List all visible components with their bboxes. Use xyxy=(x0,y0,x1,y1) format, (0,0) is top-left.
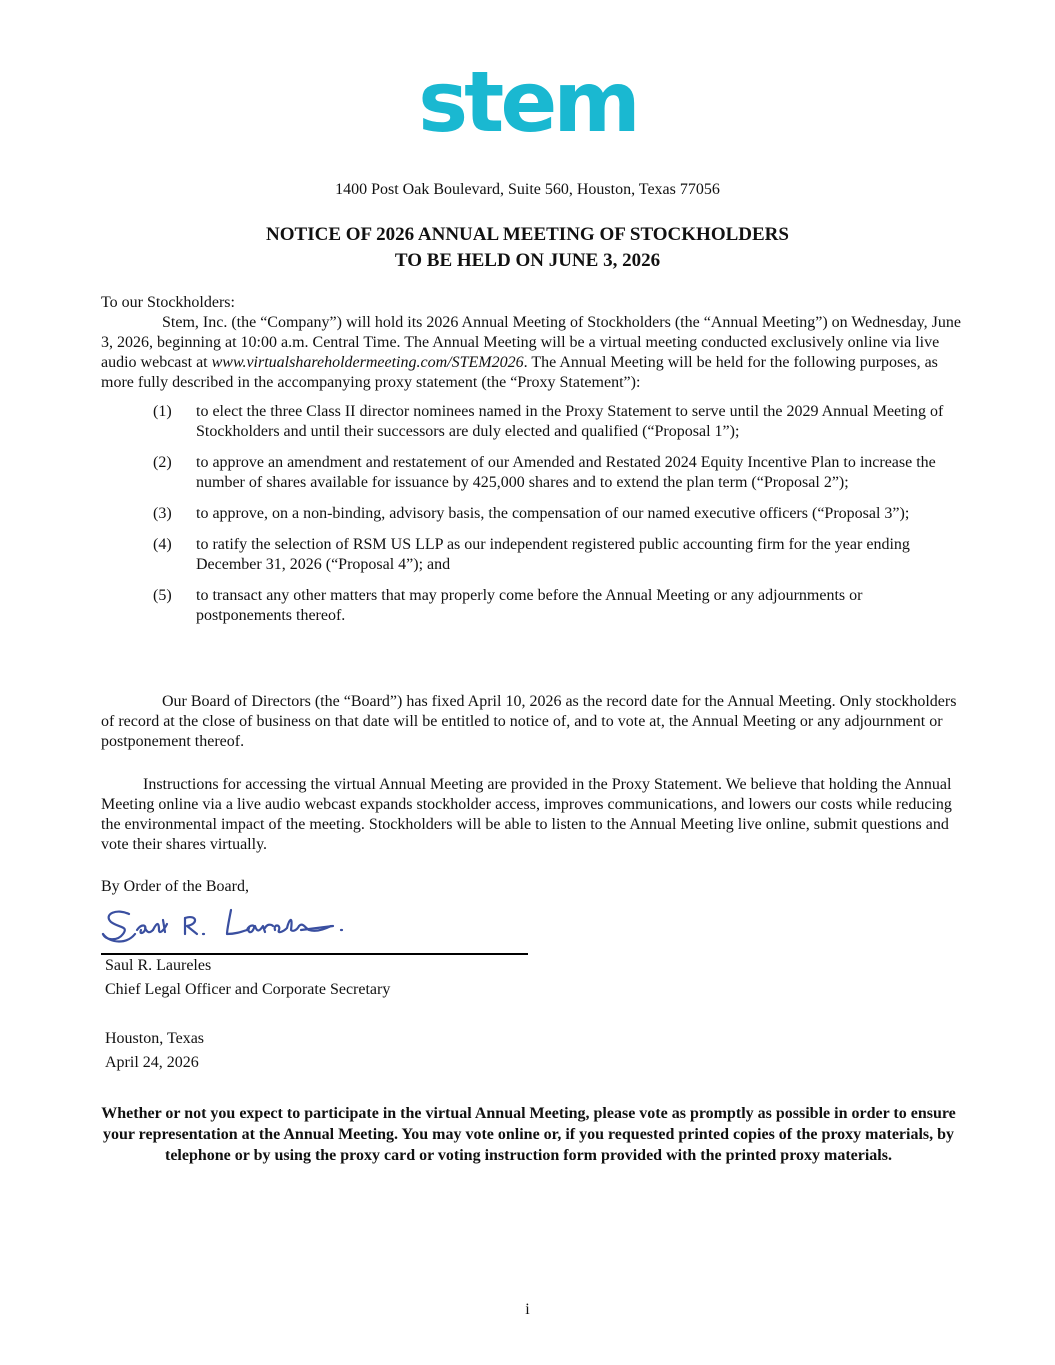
purpose-text: to elect the three Class II director nominees named in the Proxy Statement to serve until the 2029 Annual Meeting of Stockholders and until their successors are duly elected and qualified (“Proposal 1”); xyxy=(196,403,944,440)
company-address: 1400 Post Oak Boulevard, Suite 560, Houston, Texas 77056 xyxy=(335,181,720,198)
greeting: To our Stockholders: xyxy=(101,294,235,311)
purposes-list xyxy=(101,402,961,637)
intro-paragraph xyxy=(101,313,961,393)
signature-image xyxy=(101,900,361,956)
purpose-item xyxy=(101,535,961,575)
record-date-paragraph: Our Board of Directors (the “Board”) has fixed April 10, 2026 as the record date for the Annual Meeting. Only stockholders of record at the close of business on that date will be entitled to notice of, and to vote at, the Annual Meeting or any adjournment or postponement thereof. xyxy=(101,693,957,750)
purpose-text: to ratify the selection of RSM US LLP as our independent registered public accounting firm for the year ending December 31, 2026 (“Proposal 4”); and xyxy=(196,536,910,573)
signing-location: Houston, Texas xyxy=(105,1030,205,1047)
notice-title-line-1: NOTICE OF 2026 ANNUAL MEETING OF STOCKHOLDERS xyxy=(266,224,789,245)
handwritten-signature xyxy=(101,900,531,956)
signer-name: Saul R. Laureles xyxy=(105,957,212,974)
intro-text-start: Stem, Inc. (the “Company”) will hold its 2026 Annual Meeting of Stockholders (the “Annual Meeting”) on Wednesday, June 3, 2026, beginning at 10:00 a.m. Central Time. The Annual Meeting will be a virtual meeting conducted exclusively online via live audio webcast at xyxy=(101,314,961,371)
vote-reminder: Whether or not you expect to participate in the virtual Annual Meeting, please vote as promptly as possible in order to ensure your representation at the Annual Meeting. You may vote online or, if you requested printed copies of the proxy materials, by telephone or by using the proxy card or voting instruction form provided with the printed proxy materials. xyxy=(101,1105,956,1164)
purpose-number: (1) xyxy=(153,403,172,420)
purpose-text: to transact any other matters that may properly come before the Annual Meeting or any adjournments or postponements thereof. xyxy=(196,587,863,624)
purpose-number: (4) xyxy=(153,536,172,553)
webcast-link[interactable]: www.virtualshareholdermeeting.com/STEM2026 xyxy=(211,354,524,371)
purpose-text: to approve, on a non-binding, advisory basis, the compensation of our named executive officers (“Proposal 3”); xyxy=(196,505,910,522)
closing-line: By Order of the Board, xyxy=(101,878,249,895)
purpose-number: (5) xyxy=(153,587,172,604)
intro-text-end: . The Annual Meeting will be held for the following purposes, as more fully described in the accompanying proxy statement (the “Proxy Statement”): xyxy=(101,354,938,391)
purpose-item xyxy=(101,504,961,524)
virtual-meeting-paragraph: Instructions for accessing the virtual Annual Meeting are provided in the Proxy Statement. We believe that holding the Annual Meeting online via a live audio webcast expands stockholder access, improves communications, and lowers our costs while reducing the environmental impact of the meeting. Stockholders will be able to listen to the Annual Meeting live online, submit questions and vote their shares virtually. xyxy=(101,776,952,853)
stem-logo: stem xyxy=(418,53,637,151)
purpose-number: (3) xyxy=(153,505,172,522)
notice-title-line-2: TO BE HELD ON JUNE 3, 2026 xyxy=(394,250,661,271)
page-number: i xyxy=(525,1301,530,1318)
signing-date: April 24, 2026 xyxy=(105,1054,199,1071)
signer-title: Chief Legal Officer and Corporate Secretary xyxy=(105,981,391,998)
purpose-item xyxy=(101,402,961,442)
notice-title xyxy=(0,222,1055,274)
purpose-item xyxy=(101,453,961,493)
purpose-number: (2) xyxy=(153,454,172,471)
purpose-item xyxy=(101,586,961,626)
purpose-text: to approve an amendment and restatement of our Amended and Restated 2024 Equity Incentive Plan to increase the number of shares available for issuance by 425,000 shares and to extend the plan term (“Proposal 2”); xyxy=(196,454,936,491)
signature-line xyxy=(101,953,528,955)
